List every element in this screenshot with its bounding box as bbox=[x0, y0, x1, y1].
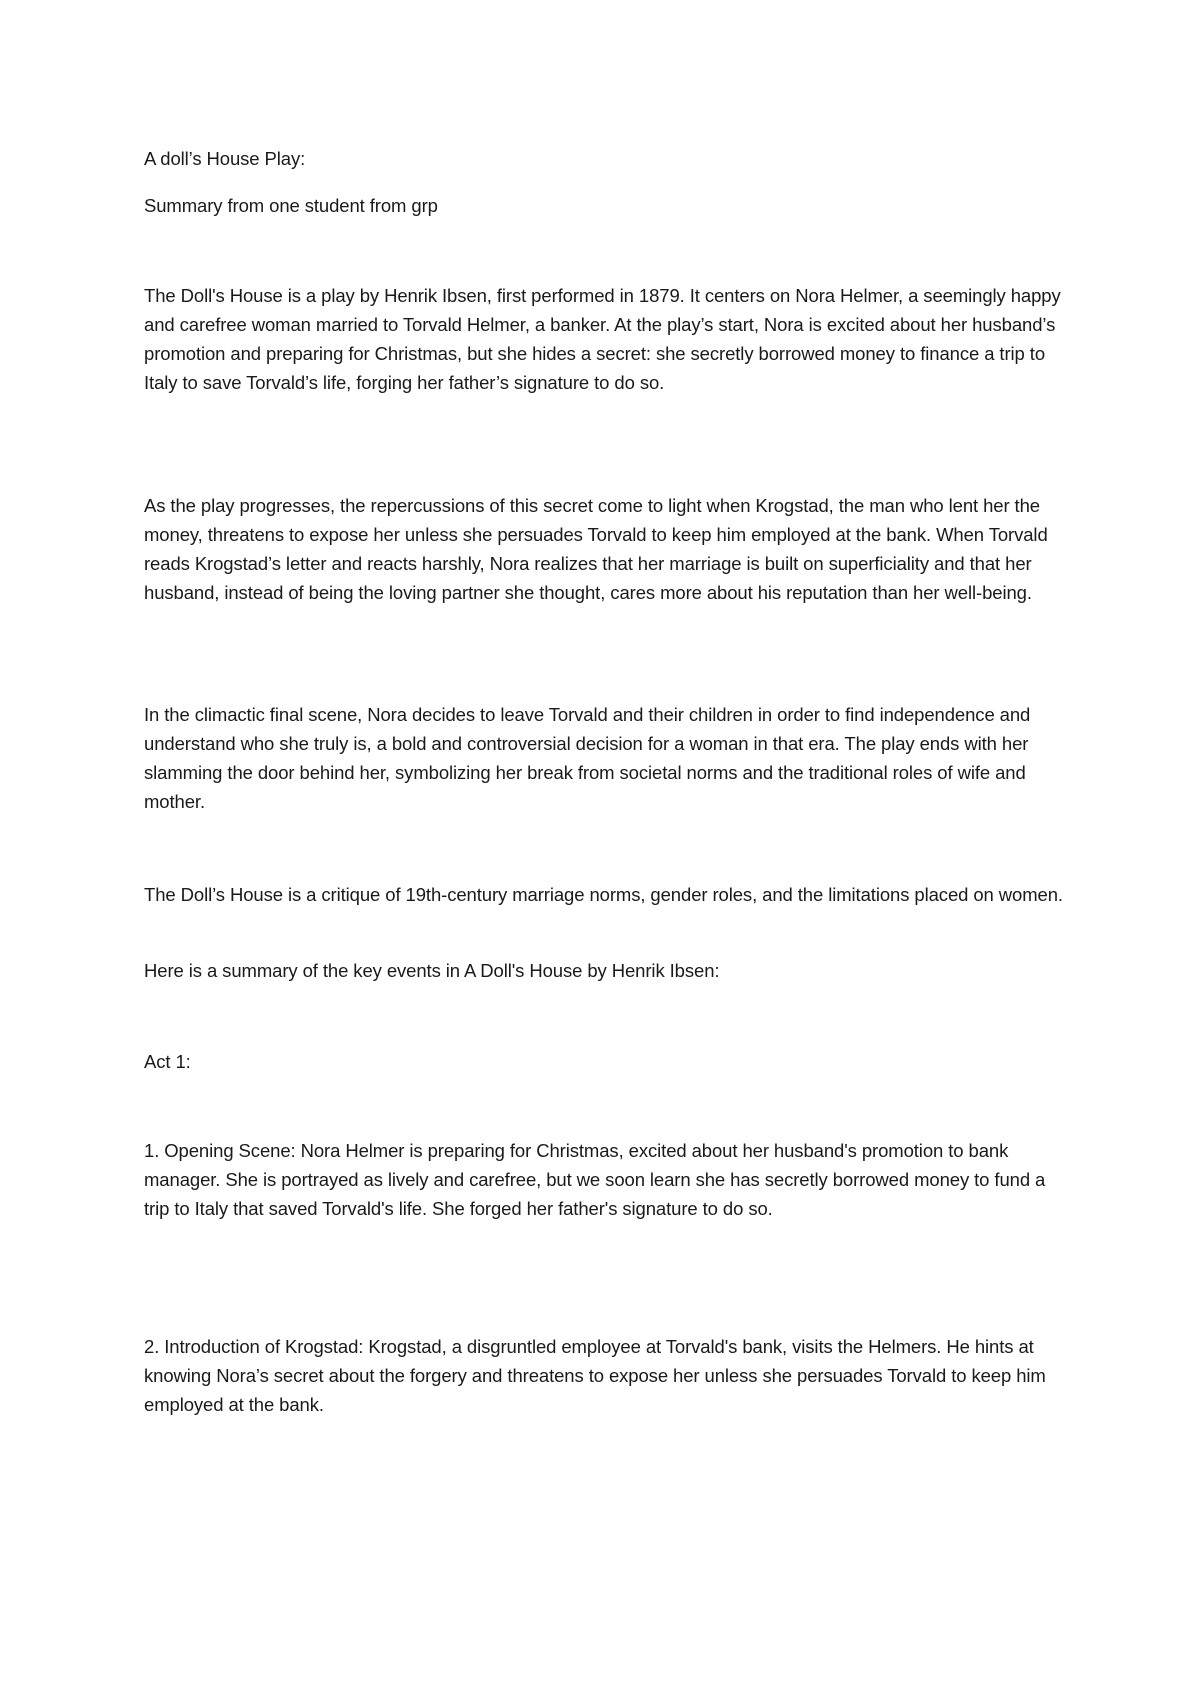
document-title: A doll’s House Play: bbox=[144, 148, 306, 169]
paragraph-progression: As the play progresses, the repercussions of this secret come to light when Krogstad, the man who lent her the money, threatens to expose her unless she persuades Torvald to keep him employed at the bank. When Torvald reads Krogstad’s letter and reacts harshly, Nora realizes that her marriage is built on superficiality and that her husband, instead of being the loving partner she thought, cares more about his reputation than her well-being. bbox=[144, 495, 1048, 603]
act-heading: Act 1: bbox=[144, 1051, 191, 1072]
paragraph-critique: The Doll’s House is a critique of 19th-century marriage norms, gender roles, and the limitations placed on women. bbox=[144, 884, 1063, 905]
paragraph-summary-intro: Here is a summary of the key events in A Doll's House by Henrik Ibsen: bbox=[144, 960, 720, 981]
event-item: 1. Opening Scene: Nora Helmer is preparing for Christmas, excited about her husband's promotion to bank manager. She is portrayed as lively and carefree, but we soon learn she has secretly borrowed money to fund a trip to Italy that saved Torvald's life. She forged her father's signature to do so. bbox=[144, 1140, 1046, 1219]
paragraph-final-scene: In the climactic final scene, Nora decides to leave Torvald and their children in order to find independence and understand who she truly is, a bold and controversial decision for a woman in that era. The play ends with her slamming the door behind her, symbolizing her break from societal norms and the traditional roles of wife and mother. bbox=[144, 704, 1031, 812]
paragraph-intro: The Doll's House is a play by Henrik Ibsen, first performed in 1879. It centers on Nora Helmer, a seemingly happy and carefree woman married to Torvald Helmer, a banker. At the play’s start, Nora is excited about her husband’s promotion and preparing for Christmas, but she hides a secret: she secretly borrowed money to finance a trip to Italy to save Torvald’s life, forging her father’s signature to do so. bbox=[144, 285, 1061, 393]
document-subtitle: Summary from one student from grp bbox=[144, 195, 438, 216]
event-item: 2. Introduction of Krogstad: Krogstad, a disgruntled employee at Torvald's bank, visits the Helmers. He hints at knowing Nora’s secret about the forgery and threatens to expose her unless she persuades Torvald to keep him employed at the bank. bbox=[144, 1336, 1046, 1415]
